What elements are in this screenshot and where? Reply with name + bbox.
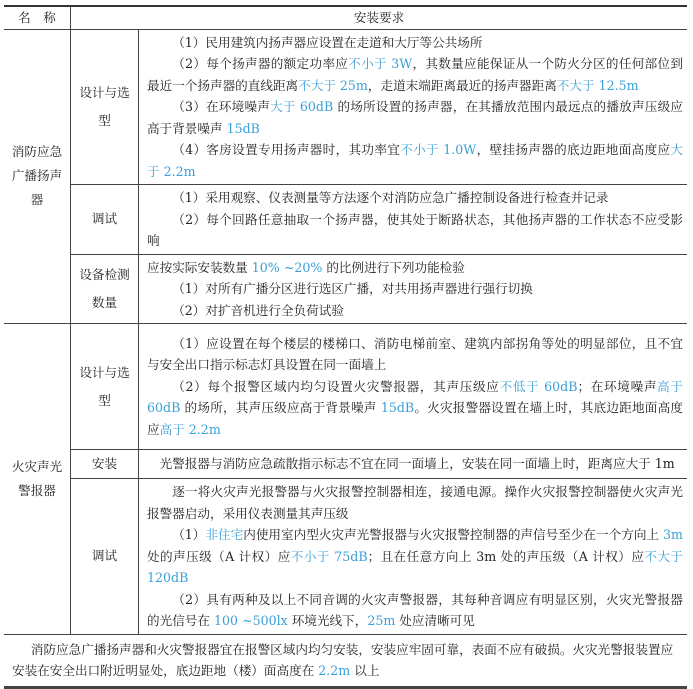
- requirement-paragraph: [147, 139, 683, 182]
- requirements-cell: [139, 324, 688, 450]
- footer-row: [4, 634, 687, 687]
- text-segment: （3）在环境噪声: [172, 99, 271, 114]
- requirement-paragraph: [147, 481, 683, 524]
- text-segment: （2）每个报警区域内均匀设置火灾警报器，其声压级应: [172, 378, 500, 394]
- highlighted-value: 2.2m: [318, 663, 351, 678]
- table-row: [4, 324, 687, 450]
- footer-note: [4, 634, 687, 687]
- subsection-name: 安装: [71, 450, 139, 479]
- highlighted-value: 不小于 75dB: [290, 548, 368, 564]
- text-segment: 消防应急广播扬声器和火灾警报器宜在报警区域内均匀安装，安装应牢固可靠，表面不应有破损。火灾光警报装置应安装在安全出口附近明显处，底边距地（楼）面高度在: [12, 641, 674, 678]
- requirement-paragraph: [147, 257, 683, 279]
- header-requirements: 安装要求: [71, 6, 688, 29]
- text-segment: 应按实际安装数量: [147, 259, 252, 275]
- table-row: [4, 185, 687, 255]
- text-segment: （2）具有两种及以上不同音调的火灾声警报器，其每种音调应有明显区别，火灾光警报器的光信号在: [147, 591, 683, 628]
- text-segment: （1）采用观察、仪表测量等方法逐个对消防应急广播控制设备进行检查并记录: [172, 190, 609, 205]
- highlighted-value: 不小于 1.0W: [400, 142, 477, 157]
- requirement-paragraph: [147, 96, 683, 139]
- highlighted-value: 大于 2.2m: [147, 142, 684, 179]
- highlighted-value: 15dB: [226, 120, 260, 136]
- text-segment: （1）: [172, 527, 206, 542]
- text-segment: ；且在任意方向上 3m 处的声压级（A 计权）应: [367, 548, 645, 564]
- footer-paragraph: [12, 639, 683, 682]
- text-segment: （1）对所有广播分区进行选区广播，对共用扬声器进行强行切换: [172, 281, 533, 296]
- requirement-paragraph: [147, 278, 683, 300]
- text-segment: （4）客房设置专用扬声器时，其功率宜: [172, 142, 401, 157]
- highlighted-value: 3m: [663, 527, 683, 542]
- text-segment: ，壁挂扬声器的底边距地面高度应: [476, 142, 671, 157]
- subsection-name: 调试: [71, 185, 139, 255]
- text-segment: 。火灾报警器设置在墙上时，其底边距地面高度应: [147, 400, 684, 437]
- highlighted-value: 不小于 3W: [348, 56, 413, 71]
- subsection-name: 调试: [71, 479, 139, 635]
- highlighted-value: 非住宅: [205, 527, 244, 542]
- group-name: 火灾声光警报器: [4, 324, 71, 635]
- highlighted-value: 10% ~20%: [251, 259, 323, 275]
- text-segment: ，其数量应能保证从一个防火分区的任何部位到最近一个扬声器的直线距离: [147, 56, 684, 93]
- highlighted-value: 100 ~500lx: [213, 613, 288, 628]
- header-name: 名 称: [4, 6, 71, 29]
- highlighted-value: 大于 60dB: [270, 99, 334, 114]
- highlighted-value: 不低于 60dB: [499, 378, 578, 394]
- requirement-paragraph: [147, 333, 683, 376]
- requirements-cell: [139, 254, 688, 324]
- text-segment: ，走道末端距离最近的扬声器距离: [367, 77, 557, 93]
- requirements-cell: [139, 450, 688, 479]
- text-segment: （2）每个扬声器的额定功率应: [172, 56, 349, 71]
- text-segment: （1）应设置在每个楼层的楼梯口、消防电梯前室、建筑内部拐角等处的明显部位，且不宜与安全出口指示标志灯具设置在同一面墙上: [147, 335, 683, 373]
- highlighted-value: 25m: [367, 613, 396, 628]
- text-segment: 的场所，其声压级应高于背景噪声: [180, 400, 381, 416]
- highlighted-value: 不大于 25m: [298, 77, 368, 93]
- text-segment: 内使用室内型火灾声光警报器与火灾报警控制器的声信号至少在一个方向上: [243, 527, 664, 542]
- table-row: [4, 254, 687, 324]
- requirements-cell: [139, 185, 688, 255]
- text-segment: 的比例进行下列功能检验: [322, 259, 465, 275]
- table-row: [4, 479, 687, 635]
- requirements-cell: [139, 29, 688, 185]
- installation-requirements-table: [4, 5, 687, 689]
- requirement-paragraph: [147, 589, 683, 632]
- table-row: [4, 29, 687, 185]
- highlighted-value: 15dB: [380, 400, 415, 416]
- subsection-name: 设计与选型: [71, 324, 139, 450]
- highlighted-value: 不大于 120dB: [147, 548, 683, 585]
- text-segment: 处应清晰可见: [395, 613, 475, 628]
- requirement-paragraph: [147, 187, 683, 209]
- requirement-paragraph: [147, 32, 683, 54]
- text-segment: ；在环境噪声: [577, 378, 658, 394]
- text-segment: 处的声压级（A 计权）应: [147, 548, 291, 564]
- requirements-cell: [139, 479, 688, 635]
- subsection-name: 设备检测数量: [71, 254, 139, 324]
- requirement-paragraph: [147, 53, 683, 96]
- subsection-name: 设计与选型: [71, 29, 139, 185]
- text-segment: 以上: [350, 663, 380, 678]
- highlighted-value: 不大于 12.5m: [556, 77, 639, 93]
- text-segment: 环境光线下，: [287, 613, 368, 628]
- table-header-row: [4, 6, 687, 29]
- text-segment: （2）每个回路任意抽取一个扬声器，使其处于断路状态，其他扬声器的工作状态不应受影响: [147, 211, 683, 248]
- requirement-paragraph: [147, 376, 683, 441]
- requirement-paragraph: [147, 524, 683, 589]
- text-segment: 的场所设置的扬声器，在其播放范围内最远点的播放声压级应高于背景噪声: [147, 99, 683, 136]
- text-segment: 逐一将火灾声光报警器与火灾报警控制器相连，接通电源。操作火灾报警控制器使火灾声光报警器启动，采用仪表测量其声压级: [147, 484, 683, 521]
- text-segment: （1）民用建筑内扬声器应设置在走道和大厅等公共场所: [172, 34, 483, 50]
- requirement-paragraph: [147, 300, 683, 322]
- highlighted-value: 高于 60dB: [147, 378, 683, 416]
- requirement-paragraph: [147, 209, 683, 252]
- text-segment: 光警报器与消防应急疏散指示标志不宜在同一面墙上，安装在同一面墙上时，距离应大于 1m: [159, 456, 675, 472]
- requirement-paragraph: [147, 453, 683, 475]
- text-segment: （2）对扩音机进行全负荷试验: [172, 302, 344, 318]
- group-name: 消防应急广播扬声器: [4, 29, 71, 324]
- highlighted-value: 高于 2.2m: [159, 421, 221, 437]
- table-row: [4, 450, 687, 479]
